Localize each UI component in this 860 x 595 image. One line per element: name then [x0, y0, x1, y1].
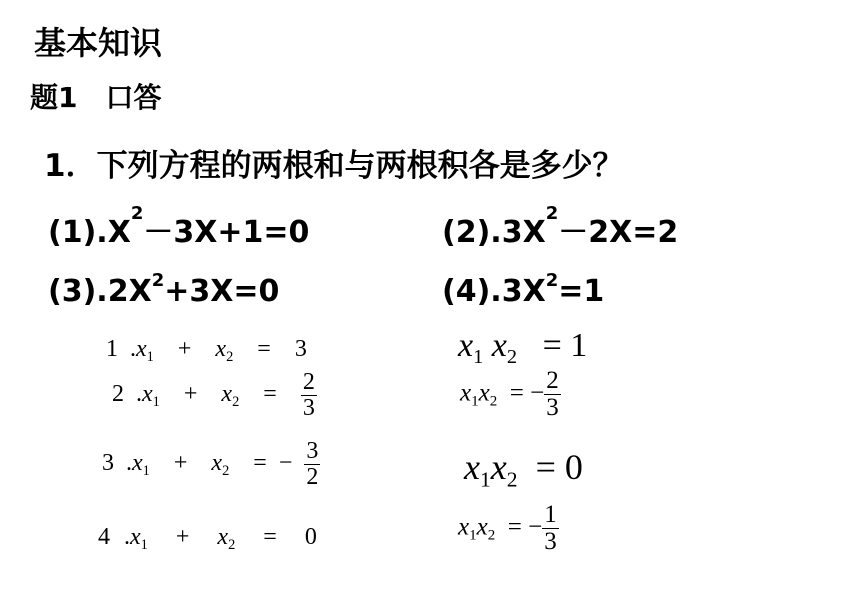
subscript: 2 [487, 527, 496, 544]
sum-answer-3 [102, 439, 320, 490]
subscript: 2 [506, 346, 518, 369]
product-answer-4 [458, 502, 559, 556]
minus-sign: − [528, 513, 543, 541]
subscript: 2 [489, 393, 498, 410]
subscript: 2 [506, 467, 518, 492]
fraction-numerator: 1 [544, 501, 557, 528]
equation-rest: －3X+1=0 [143, 215, 310, 250]
answer-fraction [542, 502, 559, 556]
equals-sign: = [542, 327, 562, 364]
minus-sign: − [278, 450, 293, 477]
subscript: 1 [471, 393, 479, 410]
answer-value: 0 [304, 524, 317, 550]
subscript: 1 [479, 467, 491, 492]
subscript: 2 [228, 537, 236, 554]
equation-label: (2). [442, 215, 502, 250]
equation-term: 3X [501, 274, 546, 309]
question-prompt: 1．下列方程的两根和与两根积各是多少？ [44, 148, 624, 184]
subscript: 1 [469, 527, 477, 544]
equation-label: (4). [442, 274, 502, 309]
answer-fraction [304, 439, 320, 490]
variable-x: x [215, 336, 227, 362]
subscript: 1 [146, 349, 154, 366]
sum-answer-2 [112, 370, 317, 421]
equals-sign: = [535, 447, 556, 487]
equation-term: 3X [501, 215, 546, 250]
equals-sign: = [509, 379, 524, 407]
subscript: 2 [222, 463, 230, 480]
subscript: 1 [140, 537, 148, 554]
product-answer-3 [464, 446, 583, 493]
variable-x: x [130, 524, 141, 550]
answer-fraction [544, 368, 561, 422]
fraction-denominator: 3 [544, 528, 557, 556]
equation-rest: －2X=2 [558, 215, 679, 250]
subscript: 2 [226, 349, 234, 366]
equation-3 [48, 270, 280, 309]
section-heading: 基本知识 [34, 24, 163, 62]
plus-sign: + [177, 336, 192, 362]
fraction-numerator: 2 [302, 369, 315, 395]
equation-exponent: 2 [130, 203, 144, 224]
variable-x: x [491, 327, 507, 364]
variable-x: x [458, 513, 470, 541]
equation-exponent: 2 [545, 203, 559, 224]
fraction-numerator: 3 [306, 438, 319, 464]
plus-sign: + [175, 524, 190, 550]
equation-label: (3). [48, 274, 108, 309]
variable-x: x [136, 336, 147, 362]
answer-index: 2 . [112, 381, 142, 408]
product-answer-1 [458, 327, 587, 369]
equals-sign: = [257, 336, 271, 362]
variable-x: x [458, 327, 474, 364]
equation-exponent: 2 [151, 270, 165, 291]
equation-term: X [107, 215, 131, 250]
variable-x: x [217, 524, 229, 550]
fraction-denominator: 3 [546, 394, 559, 422]
equals-sign: = [263, 381, 277, 408]
subscript: 2 [232, 394, 240, 411]
subscript: 1 [142, 463, 150, 480]
equation-exponent: 2 [545, 270, 559, 291]
minus-sign: − [530, 379, 545, 407]
answer-fraction [301, 370, 317, 421]
equation-4 [442, 270, 605, 309]
sum-answer-4 [98, 524, 317, 554]
equation-term: 2X [107, 274, 152, 309]
fraction-denominator: 2 [306, 464, 319, 491]
equation-2 [442, 203, 679, 251]
plus-sign: + [183, 381, 198, 408]
subscript: 1 [473, 346, 484, 369]
equals-sign: = [507, 513, 522, 541]
variable-x: x [221, 381, 233, 408]
plus-sign: + [173, 450, 188, 477]
equation-1 [48, 203, 310, 251]
answer-value: 0 [564, 447, 583, 487]
variable-x: x [132, 450, 143, 477]
equation-rest: =1 [558, 274, 605, 309]
sum-answer-1 [106, 336, 307, 366]
product-answer-2 [460, 368, 561, 422]
variable-x: x [142, 381, 153, 408]
fraction-numerator: 2 [546, 367, 559, 394]
question-label: 题1 口答 [30, 81, 162, 114]
subscript: 1 [152, 394, 160, 411]
equals-sign: = [253, 450, 267, 477]
answer-index: 1 . [106, 336, 136, 362]
equation-label: (1). [48, 215, 108, 250]
fraction-denominator: 3 [302, 395, 315, 422]
variable-x: x [460, 379, 472, 407]
answer-value: 1 [570, 327, 588, 364]
variable-x: x [464, 447, 480, 487]
variable-x: x [490, 447, 507, 487]
variable-x: x [211, 450, 223, 477]
variable-x: x [476, 513, 488, 541]
answer-index: 4 . [98, 524, 130, 550]
equation-rest: +3X=0 [164, 274, 280, 309]
variable-x: x [478, 379, 490, 407]
answer-index: 3 . [102, 450, 132, 477]
answer-value: 3 [294, 336, 307, 362]
equals-sign: = [263, 524, 277, 550]
